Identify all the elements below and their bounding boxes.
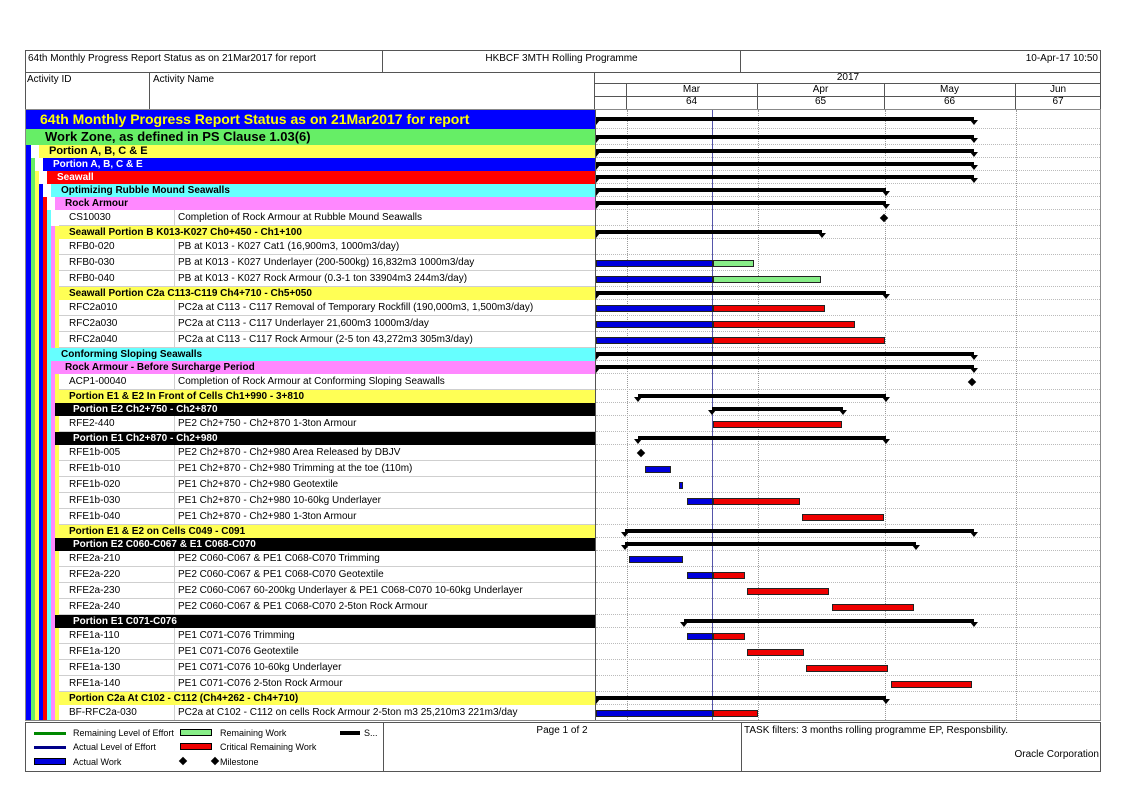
task-filters: TASK filters: 3 months rolling programme EP, Responsbility. bbox=[744, 725, 1008, 736]
summary-bar-end bbox=[818, 233, 826, 238]
summary-bar-end bbox=[882, 204, 890, 209]
wbs-strip bbox=[25, 145, 31, 720]
gantt-row-line bbox=[596, 157, 1101, 158]
summary-bar-end bbox=[912, 545, 920, 550]
summary-bar-end bbox=[882, 439, 890, 444]
activity-row[interactable] bbox=[59, 705, 595, 720]
summary-bar-end bbox=[595, 233, 600, 238]
activity-name: PE2 C060-C067 60-200kg Underlayer & PE1 C068-C070 10-60kg Underlayer bbox=[178, 585, 523, 596]
cell-divider bbox=[174, 461, 175, 476]
cell-divider bbox=[174, 271, 175, 286]
summary-bar-end bbox=[595, 152, 600, 157]
summary-bar-end bbox=[595, 191, 600, 196]
activity-id: ACP1-00040 bbox=[69, 376, 127, 387]
gantt-row-line bbox=[596, 659, 1101, 660]
gantt-row-line bbox=[596, 315, 1101, 316]
summary-bar-end bbox=[970, 120, 978, 125]
gantt-row-line bbox=[596, 627, 1101, 628]
critical-work-bar[interactable] bbox=[713, 305, 825, 312]
activity-row[interactable] bbox=[59, 477, 595, 493]
footer-divider bbox=[741, 722, 742, 772]
gantt-row-line bbox=[596, 128, 1101, 129]
legend-actual-loe-swatch bbox=[34, 746, 66, 749]
legend-remaining-loe-swatch bbox=[34, 732, 66, 735]
summary-bar[interactable] bbox=[596, 188, 886, 192]
critical-work-bar[interactable] bbox=[713, 633, 745, 640]
activity-row[interactable] bbox=[59, 271, 595, 287]
summary-bar[interactable] bbox=[596, 352, 974, 356]
gantt-row-line bbox=[596, 444, 1101, 445]
summary-bar-end bbox=[708, 410, 716, 415]
activity-id: RFC2a010 bbox=[69, 302, 118, 313]
critical-work-bar[interactable] bbox=[713, 321, 855, 328]
wbs-label: Optimizing Rubble Mound Seawalls bbox=[61, 185, 230, 196]
summary-bar-end bbox=[970, 138, 978, 143]
summary-bar[interactable] bbox=[596, 230, 822, 234]
milestone-icon[interactable] bbox=[880, 214, 888, 222]
company-name: Oracle Corporation bbox=[1014, 749, 1099, 760]
gantt-row-line bbox=[596, 415, 1101, 416]
cell-divider bbox=[174, 509, 175, 524]
summary-bar-end bbox=[839, 410, 847, 415]
activity-row[interactable] bbox=[59, 660, 595, 676]
summary-bar-end bbox=[882, 397, 890, 402]
month-num-apr: 65 bbox=[814, 96, 827, 107]
summary-bar[interactable] bbox=[596, 365, 974, 369]
wbs-label: Portion E1 C071-C076 bbox=[73, 616, 177, 627]
actual-work-bar[interactable] bbox=[596, 710, 713, 717]
legend-remaining-work: Remaining Work bbox=[220, 728, 287, 738]
actual-work-bar[interactable] bbox=[629, 556, 683, 563]
critical-work-bar[interactable] bbox=[802, 514, 884, 521]
summary-bar-end bbox=[970, 152, 978, 157]
legend-actual-loe: Actual Level of Effort bbox=[73, 742, 156, 752]
summary-bar[interactable] bbox=[596, 201, 886, 205]
wbs-band[interactable] bbox=[55, 403, 595, 416]
remaining-work-bar[interactable] bbox=[713, 260, 754, 267]
wbs-band[interactable] bbox=[25, 110, 595, 129]
wbs-band[interactable] bbox=[55, 432, 595, 445]
gantt-row-line bbox=[596, 238, 1101, 239]
activity-row[interactable] bbox=[59, 644, 595, 660]
summary-bar[interactable] bbox=[596, 117, 974, 121]
summary-bar-end bbox=[882, 699, 890, 704]
summary-bar-end bbox=[970, 178, 978, 183]
summary-bar-end bbox=[634, 397, 642, 402]
wbs-label: Seawall Portion C2a C113-C119 Ch4+710 - Ch5+050 bbox=[69, 288, 312, 299]
activity-row[interactable] bbox=[59, 300, 595, 316]
wbs-band[interactable] bbox=[55, 615, 595, 628]
gantt-row-line bbox=[596, 389, 1101, 390]
critical-work-bar[interactable] bbox=[713, 337, 885, 344]
wbs-label: Rock Armour bbox=[65, 198, 128, 209]
print-date: 10-Apr-17 10:50 bbox=[1025, 53, 1098, 64]
activity-row[interactable] bbox=[59, 567, 595, 583]
wbs-band[interactable] bbox=[55, 390, 595, 403]
actual-work-bar[interactable] bbox=[687, 498, 713, 505]
milestone-icon[interactable] bbox=[968, 378, 976, 386]
wbs-band[interactable] bbox=[55, 226, 595, 239]
legend-critical-work: Critical Remaining Work bbox=[220, 742, 317, 752]
cell-divider bbox=[174, 551, 175, 566]
summary-bar-end bbox=[595, 699, 600, 704]
gantt-row-line bbox=[596, 508, 1101, 509]
wbs-label: Seawall bbox=[57, 172, 94, 183]
summary-bar[interactable] bbox=[684, 619, 974, 623]
activity-row[interactable] bbox=[59, 239, 595, 255]
activity-row[interactable] bbox=[59, 551, 595, 567]
summary-bar[interactable] bbox=[596, 291, 886, 295]
timescale-year: 2017 bbox=[836, 72, 860, 83]
wbs-label: Rock Armour - Before Surcharge Period bbox=[65, 362, 255, 373]
gantt-row-line bbox=[596, 537, 1101, 538]
wbs-strip bbox=[47, 210, 51, 720]
wbs-band[interactable] bbox=[25, 129, 595, 145]
legend-remaining-loe: Remaining Level of Effort bbox=[73, 728, 174, 738]
wbs-band[interactable] bbox=[51, 348, 595, 361]
summary-bar-end bbox=[970, 622, 978, 627]
critical-work-bar[interactable] bbox=[713, 710, 758, 717]
gantt-row-line bbox=[596, 331, 1101, 332]
activity-name: PE1 C071-C076 Geotextile bbox=[178, 646, 299, 657]
activity-row[interactable] bbox=[59, 461, 595, 477]
wbs-band[interactable] bbox=[55, 692, 595, 705]
wbs-label: Portion C2a At C102 - C112 (Ch4+262 - Ch4+710) bbox=[69, 693, 299, 704]
summary-bar[interactable] bbox=[638, 436, 886, 440]
cell-divider bbox=[174, 239, 175, 254]
activity-name: PC2a at C113 - C117 Removal of Temporary Rockfill (190,000m3, 1,500m3/day) bbox=[178, 302, 534, 313]
summary-bar[interactable] bbox=[596, 696, 886, 700]
activity-id: RFC2a040 bbox=[69, 334, 118, 345]
activity-row[interactable] bbox=[59, 316, 595, 332]
cell-divider bbox=[174, 374, 175, 389]
activity-row[interactable] bbox=[59, 445, 595, 461]
activity-id: RFE2a-210 bbox=[69, 553, 121, 564]
activity-name: PC2a at C102 - C112 on cells Rock Armour 2-5ton m3 25,210m3 221m3/day bbox=[178, 707, 518, 718]
month-label-mar: Mar bbox=[682, 84, 701, 95]
cell-divider bbox=[174, 644, 175, 659]
gantt-row-line bbox=[596, 209, 1101, 210]
cell-divider bbox=[174, 332, 175, 347]
gantt-row-line bbox=[596, 183, 1101, 184]
wbs-band[interactable] bbox=[43, 158, 595, 171]
month-num-may: 66 bbox=[943, 96, 956, 107]
activity-id: RFE2-440 bbox=[69, 418, 115, 429]
activity-name: PC2a at C113 - C117 Rock Armour (2-5 ton 43,272m3 305m3/day) bbox=[178, 334, 473, 345]
gantt-row-line bbox=[596, 360, 1101, 361]
critical-work-bar[interactable] bbox=[891, 681, 972, 688]
cell-divider bbox=[174, 445, 175, 460]
activity-row[interactable] bbox=[59, 599, 595, 615]
gantt-row-line bbox=[596, 254, 1101, 255]
wbs-band[interactable] bbox=[55, 361, 595, 374]
activity-row[interactable] bbox=[59, 255, 595, 271]
critical-work-bar[interactable] bbox=[713, 498, 800, 505]
gantt-row-line bbox=[596, 225, 1101, 226]
summary-bar[interactable] bbox=[638, 394, 886, 398]
summary-bar-end bbox=[595, 294, 600, 299]
gantt-row-line bbox=[596, 566, 1101, 567]
gantt-row-line bbox=[596, 614, 1101, 615]
critical-work-bar[interactable] bbox=[747, 649, 804, 656]
activity-row[interactable] bbox=[59, 493, 595, 509]
activity-id: BF-RFC2a-030 bbox=[69, 707, 137, 718]
actual-work-bar[interactable] bbox=[645, 466, 671, 473]
wbs-label: Portion A, B, C & E bbox=[53, 159, 143, 170]
legend-actual-work-swatch bbox=[34, 758, 66, 765]
gantt-row-line bbox=[596, 492, 1101, 493]
gantt-row-line bbox=[596, 582, 1101, 583]
activity-name: PB at K013 - K027 Cat1 (16,900m3, 1000m3/day) bbox=[178, 241, 400, 252]
cell-divider bbox=[174, 316, 175, 331]
activity-id: RFB0-020 bbox=[69, 241, 115, 252]
gantt-row-line bbox=[596, 286, 1101, 287]
activity-name: PE1 Ch2+870 - Ch2+980 10-60kg Underlayer bbox=[178, 495, 381, 506]
wbs-label: Work Zone, as defined in PS Clause 1.03(6) bbox=[45, 129, 311, 144]
column-divider bbox=[149, 72, 150, 110]
activity-name: PE1 C071-C076 Trimming bbox=[178, 630, 295, 641]
activity-id: RFE1b-005 bbox=[69, 447, 121, 458]
legend-summary-swatch bbox=[340, 731, 360, 735]
wbs-label: Portion E1 Ch2+870 - Ch2+980 bbox=[73, 433, 218, 444]
wbs-band[interactable] bbox=[39, 145, 595, 158]
summary-bar[interactable] bbox=[625, 529, 974, 533]
activity-name: PB at K013 - K027 Rock Armour (0.3-1 ton 33904m3 244m3/day) bbox=[178, 273, 468, 284]
summary-bar-end bbox=[595, 368, 600, 373]
wbs-strip bbox=[31, 158, 35, 720]
activity-id: CS10030 bbox=[69, 212, 111, 223]
cell-divider bbox=[174, 583, 175, 598]
summary-bar-end bbox=[621, 545, 629, 550]
activity-id: RFB0-030 bbox=[69, 257, 115, 268]
wbs-label: Portion E1 & E2 In Front of Cells Ch1+990 - 3+810 bbox=[69, 391, 305, 402]
activity-id: RFE2a-240 bbox=[69, 601, 121, 612]
wbs-band[interactable] bbox=[51, 184, 595, 197]
critical-work-bar[interactable] bbox=[832, 604, 914, 611]
activity-id: RFE1a-140 bbox=[69, 678, 121, 689]
activity-name: PE2 Ch2+750 - Ch2+870 1-3ton Armour bbox=[178, 418, 357, 429]
cell-divider bbox=[174, 628, 175, 643]
actual-work-bar[interactable] bbox=[596, 337, 713, 344]
wbs-label: Portion E1 & E2 on Cells C049 - C091 bbox=[69, 526, 246, 537]
activity-row[interactable] bbox=[59, 509, 595, 525]
summary-bar[interactable] bbox=[596, 162, 974, 166]
month-label-jun: Jun bbox=[1049, 84, 1067, 95]
summary-bar-end bbox=[634, 439, 642, 444]
summary-bar[interactable] bbox=[625, 542, 916, 546]
activity-id: RFB0-040 bbox=[69, 273, 115, 284]
summary-bar[interactable] bbox=[596, 135, 974, 139]
actual-work-bar[interactable] bbox=[596, 321, 713, 328]
gantt-row-line bbox=[596, 524, 1101, 525]
remaining-work-bar[interactable] bbox=[713, 276, 821, 283]
wbs-band[interactable] bbox=[55, 197, 595, 210]
wbs-label: Conforming Sloping Seawalls bbox=[61, 349, 203, 360]
gantt-row-line bbox=[596, 643, 1101, 644]
summary-bar-end bbox=[595, 178, 600, 183]
summary-bar-end bbox=[680, 622, 688, 627]
actual-work-bar[interactable] bbox=[596, 305, 713, 312]
cell-divider bbox=[174, 493, 175, 508]
gantt-row-line bbox=[596, 431, 1101, 432]
wbs-label: Portion E2 C060-C067 & E1 C068-C070 bbox=[73, 539, 256, 550]
cell-divider bbox=[174, 660, 175, 675]
activity-name: PE2 C060-C067 & PE1 C068-C070 2-5ton Rock Armour bbox=[178, 601, 428, 612]
cell-divider bbox=[174, 477, 175, 492]
summary-bar-end bbox=[621, 532, 629, 537]
activity-id: RFC2a030 bbox=[69, 318, 118, 329]
report-title-header: 64th Monthly Progress Report Status as on 21Mar2017 for report bbox=[25, 50, 383, 72]
activity-id: RFE1b-020 bbox=[69, 479, 121, 490]
month-label-may: May bbox=[940, 84, 959, 95]
legend-critical-work-swatch bbox=[180, 743, 212, 750]
gantt-chart bbox=[595, 110, 1101, 720]
legend-actual-work: Actual Work bbox=[73, 757, 122, 767]
gantt-row-line bbox=[596, 196, 1101, 197]
summary-bar-end bbox=[595, 204, 600, 209]
milestone-icon[interactable] bbox=[637, 449, 645, 457]
activity-id: RFE1b-030 bbox=[69, 495, 121, 506]
summary-bar-end bbox=[970, 165, 978, 170]
activity-id: RFE1a-110 bbox=[69, 630, 120, 641]
activity-row[interactable] bbox=[59, 210, 595, 226]
actual-work-bar[interactable] bbox=[596, 276, 713, 283]
gantt-row-line bbox=[596, 402, 1101, 403]
activity-row[interactable] bbox=[59, 374, 595, 390]
activity-id: RFE2a-220 bbox=[69, 569, 121, 580]
wbs-label: Seawall Portion B K013-K027 Ch0+450 - Ch1+100 bbox=[69, 227, 302, 238]
legend-summary: S... bbox=[364, 728, 378, 738]
wbs-strip bbox=[51, 226, 55, 720]
summary-bar[interactable] bbox=[712, 407, 843, 411]
gantt-row-line bbox=[596, 550, 1101, 551]
gantt-row-line bbox=[596, 675, 1101, 676]
activity-name: PE1 C071-C076 10-60kg Underlayer bbox=[178, 662, 342, 673]
summary-bar-end bbox=[595, 120, 600, 125]
activity-id: RFE1b-010 bbox=[69, 463, 121, 474]
wbs-strip bbox=[39, 184, 43, 720]
wbs-strip bbox=[35, 171, 39, 720]
activity-row[interactable] bbox=[59, 416, 595, 432]
gantt-row-line bbox=[596, 476, 1101, 477]
activity-name: PE1 Ch2+870 - Ch2+980 Geotextile bbox=[178, 479, 339, 490]
cell-divider bbox=[174, 705, 175, 720]
cell-divider bbox=[174, 416, 175, 431]
summary-bar[interactable] bbox=[596, 149, 974, 153]
critical-work-bar[interactable] bbox=[806, 665, 888, 672]
wbs-strip bbox=[43, 197, 47, 720]
summary-bar-end bbox=[595, 355, 600, 360]
summary-bar-end bbox=[595, 165, 600, 170]
activity-row[interactable] bbox=[59, 332, 595, 348]
month-label-apr: Apr bbox=[812, 84, 829, 95]
gantt-row-line bbox=[596, 170, 1101, 171]
summary-bar-end bbox=[595, 138, 600, 143]
summary-bar[interactable] bbox=[596, 175, 974, 179]
activity-row[interactable] bbox=[59, 583, 595, 599]
activity-id-column-header[interactable]: Activity ID bbox=[27, 74, 72, 85]
activity-row[interactable] bbox=[59, 676, 595, 692]
activity-name: PE1 Ch2+870 - Ch2+980 Trimming at the toe (110m) bbox=[178, 463, 413, 474]
critical-work-bar[interactable] bbox=[713, 421, 842, 428]
legend-remaining-work-swatch bbox=[180, 729, 212, 736]
wbs-band[interactable] bbox=[55, 525, 595, 538]
summary-bar-end bbox=[882, 294, 890, 299]
wbs-label: Portion E2 Ch2+750 - Ch2+870 bbox=[73, 404, 218, 415]
activity-name: PE2 C060-C067 & PE1 C068-C070 Trimming bbox=[178, 553, 380, 564]
summary-bar-end bbox=[970, 532, 978, 537]
activity-id: RFE1a-120 bbox=[69, 646, 121, 657]
cell-divider bbox=[174, 567, 175, 582]
activity-name-column-header[interactable]: Activity Name bbox=[153, 74, 215, 85]
actual-work-bar[interactable] bbox=[687, 572, 713, 579]
gantt-row-line bbox=[596, 704, 1101, 705]
activity-name: Completion of Rock Armour at Conforming Sloping Seawalls bbox=[178, 376, 445, 387]
activity-name: PE1 Ch2+870 - Ch2+980 1-3ton Armour bbox=[178, 511, 357, 522]
activity-name: PE2 Ch2+870 - Ch2+980 Area Released by DBJV bbox=[178, 447, 401, 458]
critical-work-bar[interactable] bbox=[747, 588, 829, 595]
wbs-band[interactable] bbox=[55, 287, 595, 300]
activity-name: Completion of Rock Armour at Rubble Mound Seawalls bbox=[178, 212, 423, 223]
activity-name: PC2a at C113 - C117 Underlayer 21,600m3 1000m3/day bbox=[178, 318, 429, 329]
gantt-row-line bbox=[596, 373, 1101, 374]
gantt-row-line bbox=[596, 691, 1101, 692]
summary-bar-end bbox=[970, 368, 978, 373]
gantt-row-line bbox=[596, 299, 1101, 300]
activity-name: PB at K013 - K027 Underlayer (200-500kg) 16,832m3 1000m3/day bbox=[178, 257, 475, 268]
actual-work-bar[interactable] bbox=[687, 633, 713, 640]
activity-id: RFE1a-130 bbox=[69, 662, 121, 673]
legend-milestone: Milestone bbox=[220, 757, 259, 767]
activity-id: RFE1b-040 bbox=[69, 511, 121, 522]
cell-divider bbox=[174, 300, 175, 315]
activity-name: PE1 C071-C076 2-5ton Rock Armour bbox=[178, 678, 343, 689]
wbs-band[interactable] bbox=[55, 538, 595, 551]
activity-row[interactable] bbox=[59, 628, 595, 644]
cell-divider bbox=[174, 599, 175, 614]
activity-name: PE2 C060-C067 & PE1 C068-C070 Geotextile bbox=[178, 569, 384, 580]
wbs-label: 64th Monthly Progress Report Status as on 21Mar2017 for report bbox=[40, 111, 470, 127]
gantt-row-line bbox=[596, 460, 1101, 461]
summary-bar-end bbox=[970, 355, 978, 360]
gantt-row-line bbox=[596, 347, 1101, 348]
actual-work-bar[interactable] bbox=[596, 260, 713, 267]
wbs-label: Portion A, B, C & E bbox=[49, 145, 148, 157]
activity-table bbox=[25, 110, 595, 720]
month-num-jun: 67 bbox=[1052, 96, 1064, 107]
gantt-row-line bbox=[596, 598, 1101, 599]
timescale bbox=[595, 72, 1101, 110]
page-number: Page 1 of 2 bbox=[536, 725, 588, 736]
summary-bar-end bbox=[882, 191, 890, 196]
wbs-band[interactable] bbox=[47, 171, 595, 184]
gantt-row-line bbox=[596, 270, 1101, 271]
gantt-row-line bbox=[596, 144, 1101, 145]
cell-divider bbox=[174, 255, 175, 270]
programme-title: HKBCF 3MTH Rolling Programme bbox=[383, 50, 741, 72]
cell-divider bbox=[174, 210, 175, 225]
activity-id: RFE2a-230 bbox=[69, 585, 121, 596]
actual-work-bar[interactable] bbox=[679, 482, 683, 489]
month-num-mar: 64 bbox=[685, 96, 698, 107]
critical-work-bar[interactable] bbox=[713, 572, 745, 579]
cell-divider bbox=[174, 676, 175, 691]
